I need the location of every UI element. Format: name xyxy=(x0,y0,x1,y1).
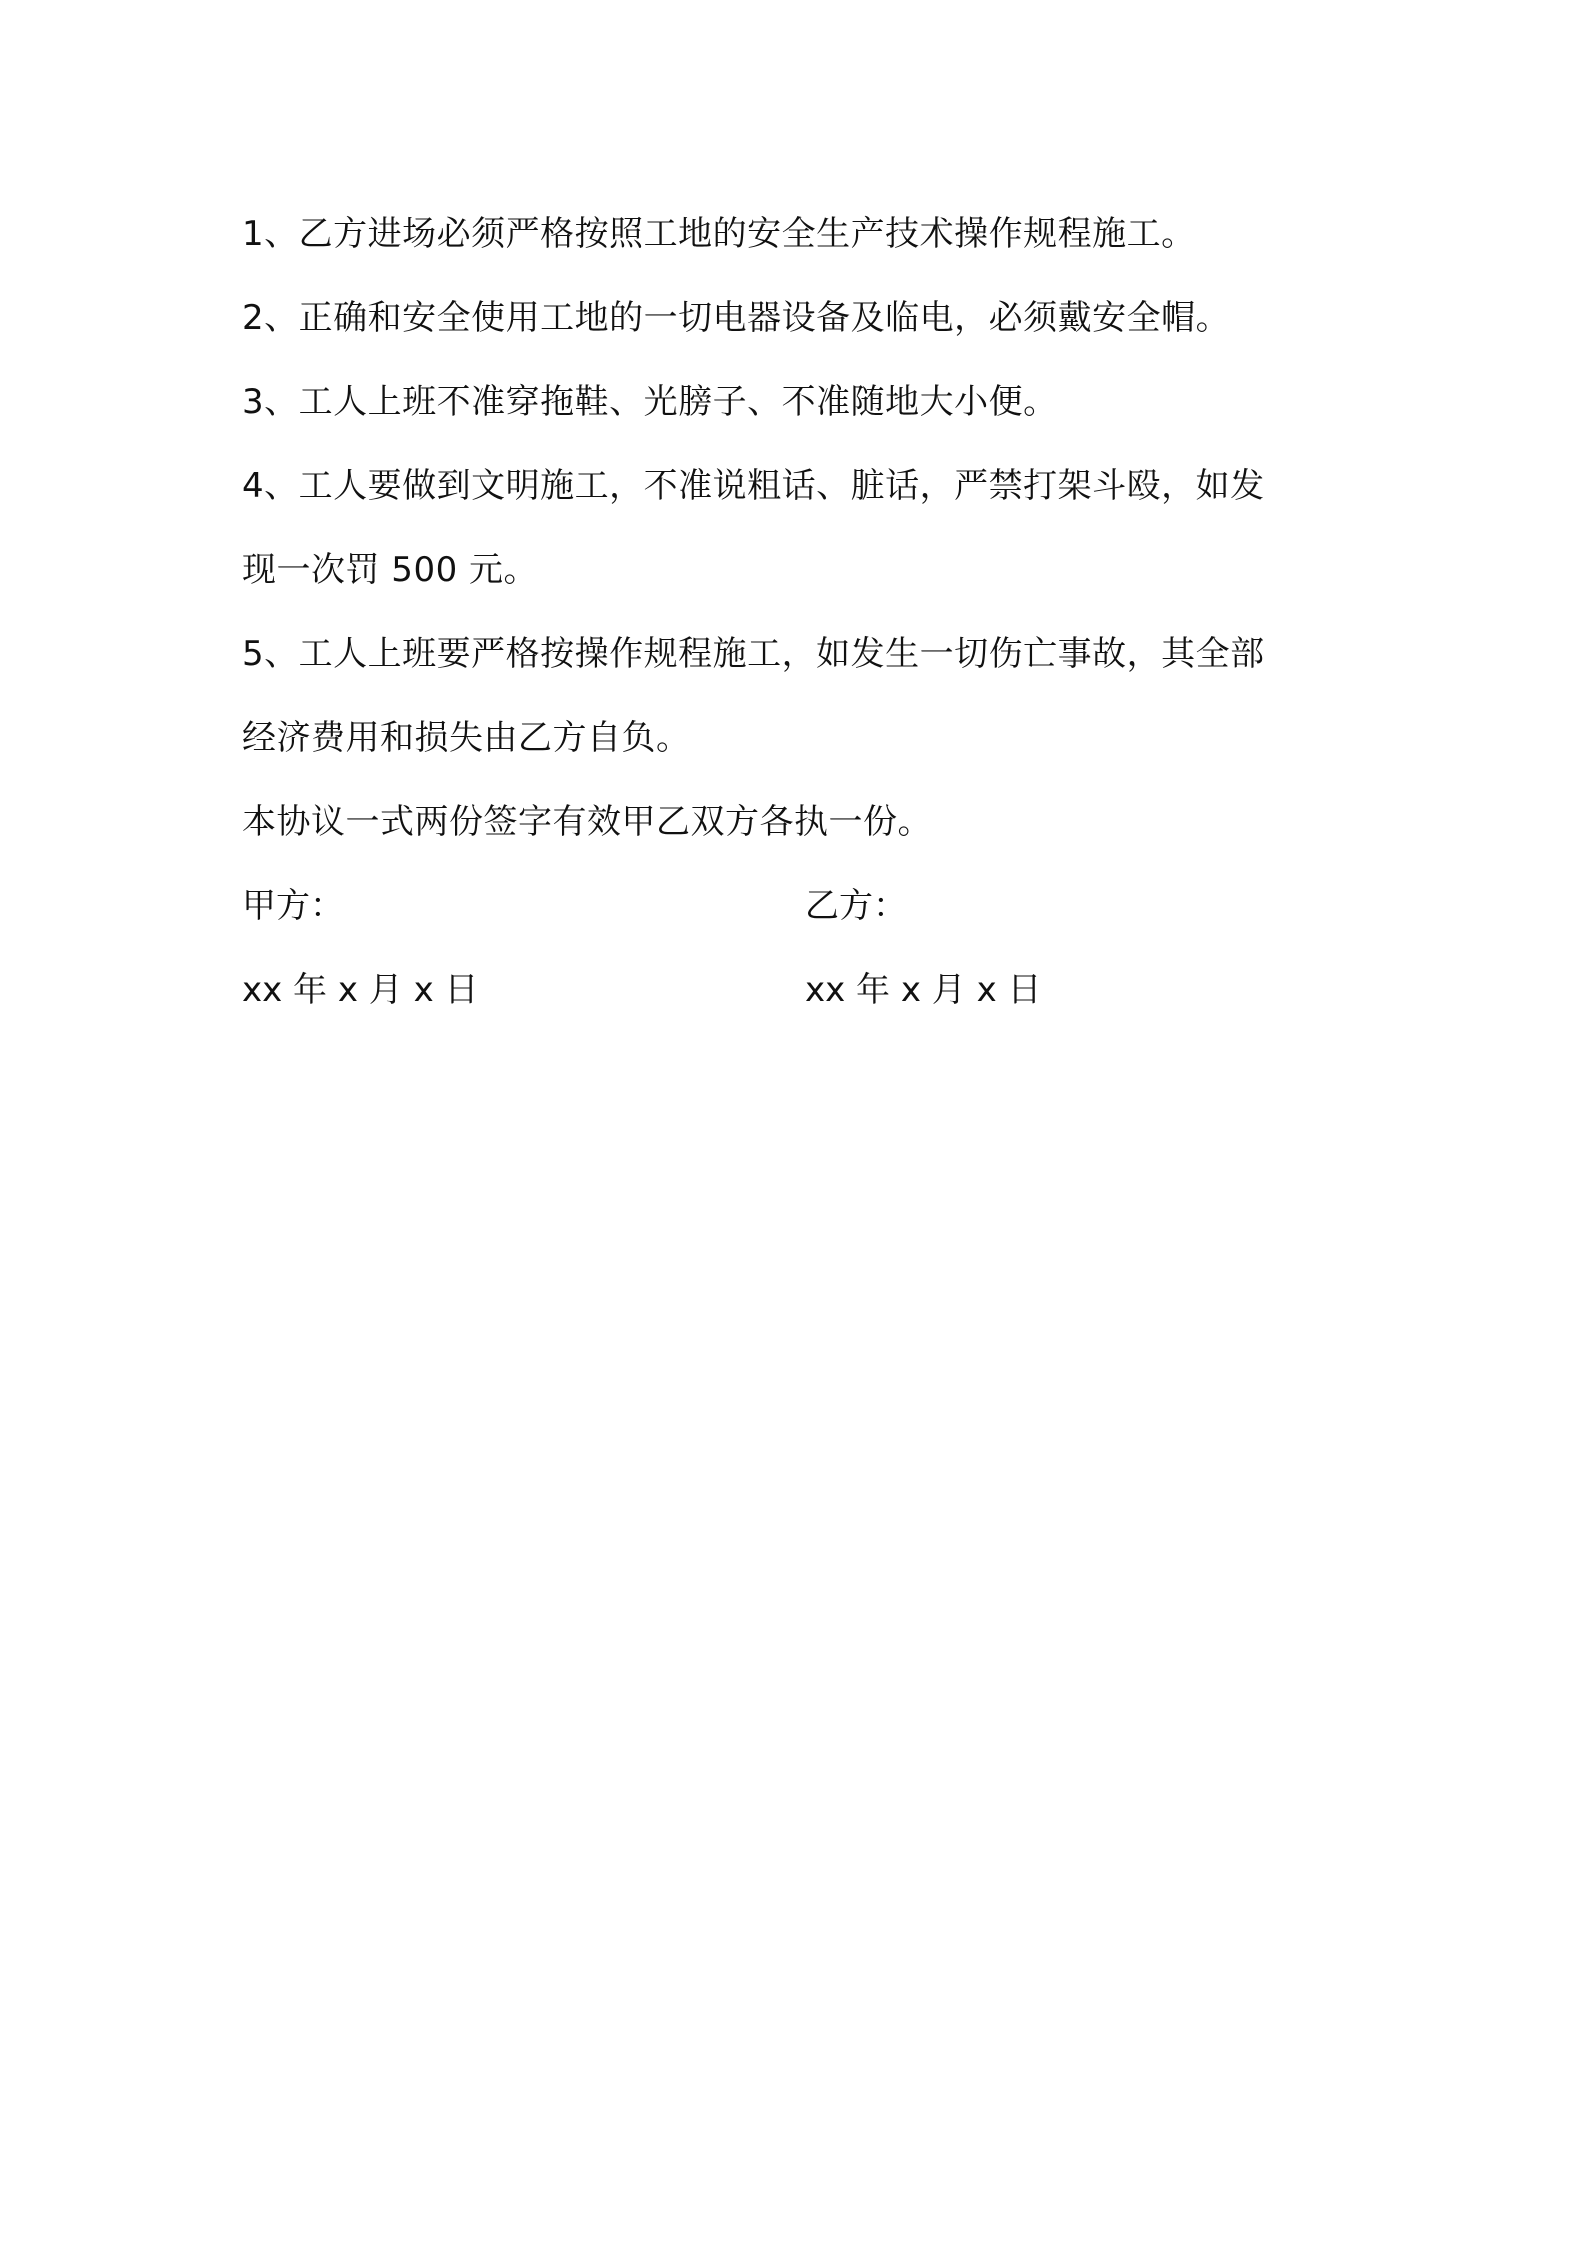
party-b-date: xx 年 x 月 x 日 xyxy=(805,970,1042,1010)
clause-4-line-2: 现一次罚 500 元。 xyxy=(242,550,539,590)
clause-4-line-1: 4、工人要做到文明施工，不准说粗话、脏话，严禁打架斗殴，如发 xyxy=(242,466,1265,506)
signature-dates-row xyxy=(242,948,1352,1032)
clause-1-line: 1、乙方进场必须严格按照工地的安全生产技术操作规程施工。 xyxy=(242,214,1196,254)
party-a-date: xx 年 x 月 x 日 xyxy=(242,970,479,1010)
clause-2-line: 2、正确和安全使用工地的一切电器设备及临电，必须戴安全帽。 xyxy=(242,298,1231,338)
party-a-label: 甲方： xyxy=(242,886,344,926)
clause-3-line: 3、工人上班不准穿拖鞋、光膀子、不准随地大小便。 xyxy=(242,382,1058,422)
clause-5-line-1: 5、工人上班要严格按操作规程施工，如发生一切伤亡事故，其全部 xyxy=(242,634,1265,674)
document-body xyxy=(242,192,1352,1032)
party-b-label: 乙方： xyxy=(805,886,907,926)
clause-5-line-2: 经济费用和损失由乙方自负。 xyxy=(242,718,691,758)
agreement-copies-statement: 本协议一式两份签字有效甲乙双方各执一份。 xyxy=(242,802,932,842)
signature-parties-row xyxy=(242,864,1352,948)
